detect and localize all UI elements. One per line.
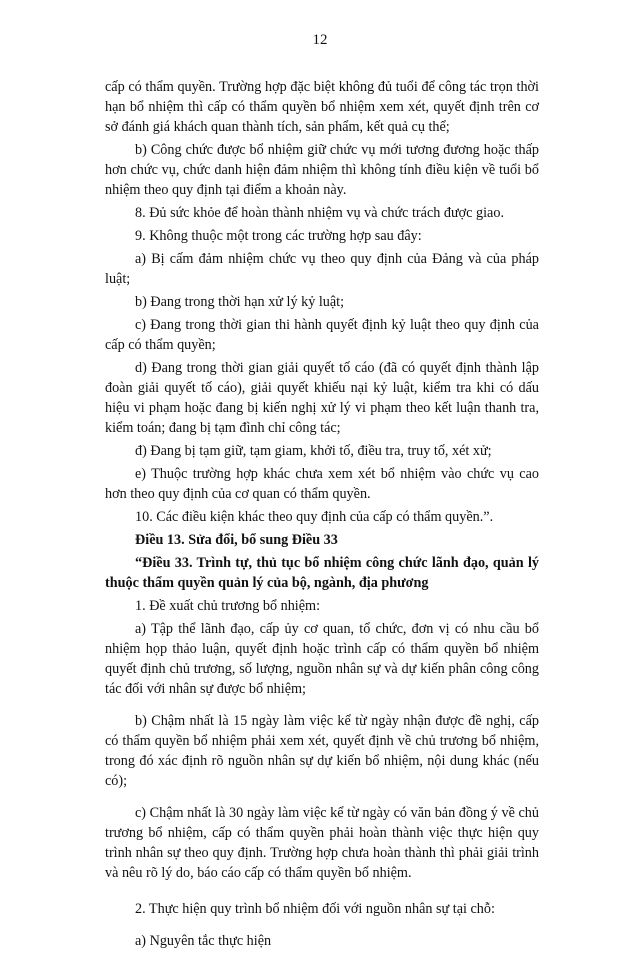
paragraph-step-1a: a) Tập thể lãnh đạo, cấp ủy cơ quan, tổ chức, đơn vị có nhu cầu bổ nhiệm họp thảo luận, quyết định hoặc trình cấp có thẩm quyền bổ nhiệm quyết định chủ trương, số lượng, nguồn nhân sự và dự kiến phân công công tác đối với nhân sự được bổ nhiệm; (105, 621, 539, 697)
paragraph-item-9b: b) Đang trong thời hạn xử lý kỷ luật; (135, 294, 345, 310)
paragraph-item-9c: c) Đang trong thời gian thi hành quyết định kỷ luật theo quy định của cấp có thẩm quyền; (105, 317, 539, 353)
paragraph-item-b-age: b) Công chức được bổ nhiệm giữ chức vụ mới tương đương hoặc thấp hơn chức vụ, chức danh hiện đảm nhiệm thì không tính điều kiện về tuổi bổ nhiệm theo quy định tại điểm a khoản này. (105, 142, 539, 198)
paragraph-item-8: 8. Đủ sức khỏe để hoàn thành nhiệm vụ và chức trách được giao. (135, 205, 504, 221)
paragraph-item-9e: e) Thuộc trường hợp khác chưa xem xét bổ nhiệm vào chức vụ cao hơn theo quy định của cơ quan có thẩm quyền. (105, 466, 539, 502)
paragraph-step-2: 2. Thực hiện quy trình bổ nhiệm đối với nguồn nhân sự tại chỗ: (135, 901, 495, 917)
page-number: 12 (312, 32, 328, 48)
paragraph-step-1b: b) Chậm nhất là 15 ngày làm việc kể từ ngày nhận được đề nghị, cấp có thẩm quyền bổ nhiệm phải xem xét, quyết định về chủ trương bổ nhiệm, trong đó xác định rõ nguồn nhân sự dự kiến bổ nhiệm, nội dung khác (nếu có); (105, 713, 539, 789)
paragraph-step-2a: a) Nguyên tắc thực hiện (135, 933, 272, 949)
paragraph-item-9dd: đ) Đang bị tạm giữ, tạm giam, khởi tố, điều tra, truy tố, xét xử; (135, 443, 492, 459)
paragraph-item-9: 9. Không thuộc một trong các trường hợp sau đây: (135, 228, 422, 244)
paragraph-step-1: 1. Đề xuất chủ trương bổ nhiệm: (135, 598, 321, 614)
paragraph-step-1c: c) Chậm nhất là 30 ngày làm việc kể từ ngày có văn bản đồng ý về chủ trương bổ nhiệm, cấp có thẩm quyền phải hoàn thành việc thực hiện quy trình nhân sự theo quy định. Trường hợp chưa hoàn thành thì phải giải trình và nêu rõ lý do, báo cáo cấp có thẩm quyền bổ nhiệm. (105, 805, 539, 881)
article-13-heading: Điều 13. Sửa đổi, bổ sung Điều 33 (135, 532, 338, 548)
paragraph-age-exception: cấp có thẩm quyền. Trường hợp đặc biệt không đủ tuổi để công tác trọn thời hạn bổ nhiệm thì cấp có thẩm quyền bổ nhiệm xem xét, quyết định trên cơ sở đánh giá khách quan thành tích, sản phẩm, kết quả cụ thể; (105, 79, 539, 135)
article-33-heading: “Điều 33. Trình tự, thủ tục bổ nhiệm công chức lãnh đạo, quản lý thuộc thẩm quyền quản lý của bộ, ngành, địa phương (105, 555, 539, 591)
paragraph-item-9a: a) Bị cấm đảm nhiệm chức vụ theo quy định của Đảng và của pháp luật; (105, 251, 539, 287)
document-body (105, 77, 539, 954)
paragraph-item-9d: d) Đang trong thời gian giải quyết tố cáo (đã có quyết định thành lập đoàn giải quyết tố cáo), giải quyết khiếu nại kỷ luật, kiểm tra khi có dấu hiệu vi phạm hoặc đang bị kiến nghị xử lý vi phạm theo kết luận thanh tra, kiểm toán; đang bị tạm đình chỉ công tác; (105, 360, 539, 436)
paragraph-item-10: 10. Các điều kiện khác theo quy định của cấp có thẩm quyền.”. (135, 509, 494, 525)
